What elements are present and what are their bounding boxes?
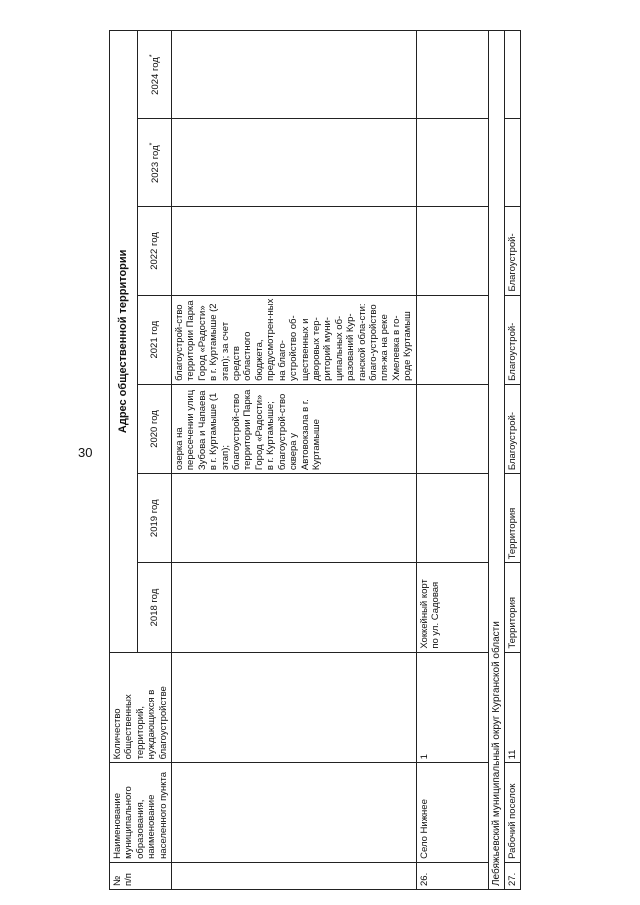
header-year-label: 2023 год [150, 145, 162, 184]
page-number: 30 [78, 445, 93, 460]
row-cell [416, 119, 488, 207]
row-cell [172, 563, 417, 652]
row-count: 11 [504, 652, 520, 763]
row-cell [416, 474, 488, 563]
header-year: 2022 год [138, 207, 172, 295]
row-num: 27. [504, 862, 520, 889]
row-num [172, 862, 417, 889]
header-year: 2021 год [138, 295, 172, 384]
row-cell [172, 31, 417, 119]
row-cell: Благоустрой- [504, 207, 520, 295]
row-cell [416, 295, 488, 384]
row-cell [416, 31, 488, 119]
row-cell [172, 207, 417, 295]
header-year: 2019 год [138, 474, 172, 563]
row-name: Село Нижнее [416, 763, 488, 862]
header-year: 2018 год [138, 563, 172, 652]
table-row [416, 31, 488, 890]
section-title: Лебяжьевский муниципальный округ Курганской области [488, 31, 504, 890]
row-cell: озерка на пересечении улиц Зубова и Чапаева в г. Куртамыше (1 этап); благоустрой-ство территории Парка Город «Радости» в г. Куртамыше; благоустрой-ство сквера у Автовокзала в г. Куртамыше [172, 384, 417, 473]
row-name: Рабочий поселок [504, 763, 520, 862]
document-table-container [109, 30, 629, 890]
footnote-star: * [149, 142, 157, 146]
row-cell: Благоустрой- [504, 384, 520, 473]
table-row [172, 31, 417, 890]
row-cell [172, 119, 417, 207]
header-year [138, 31, 172, 119]
header-year [138, 119, 172, 207]
header-address: Адрес общественной территории [110, 31, 138, 653]
row-name [172, 763, 417, 862]
row-cell: Хоккейный корт по ул. Садовая [416, 563, 488, 652]
row-cell [172, 474, 417, 563]
row-num: 26. [416, 862, 488, 889]
row-cell [416, 207, 488, 295]
row-cell [504, 31, 520, 119]
row-cell [504, 119, 520, 207]
footnote-star: * [149, 54, 157, 58]
table-row [504, 31, 520, 890]
header-count: Количество общественных территорий, нуждающихся в благоустройстве [110, 652, 172, 763]
row-cell: благоустрой-ство территории Парка Город «Радости» в г. Куртамыше (2 этап); за счет средств областного бюджета, предусмотрен-ных на благо-устройство об-щественных и дворовых тер-риторий муни-ципальных об-разований Кур-ганской обла-сти: благо-устройство пля-жа на реке Хмелевка в го-роде Куртамыш [172, 295, 417, 384]
row-cell: Территория [504, 474, 520, 563]
header-row-1 [110, 31, 138, 890]
header-num: № п/п [110, 862, 172, 889]
row-cell [416, 384, 488, 473]
row-count: 1 [416, 652, 488, 763]
header-year: 2020 год [138, 384, 172, 473]
header-year-label: 2024 год [150, 57, 162, 95]
row-cell: Территория [504, 563, 520, 652]
row-count [172, 652, 417, 763]
row-cell: Благоустрой- [504, 295, 520, 384]
header-name: Наименование муниципального образования, наименование населенного пункта [110, 763, 172, 862]
territories-table [109, 30, 521, 890]
section-row [488, 31, 504, 890]
